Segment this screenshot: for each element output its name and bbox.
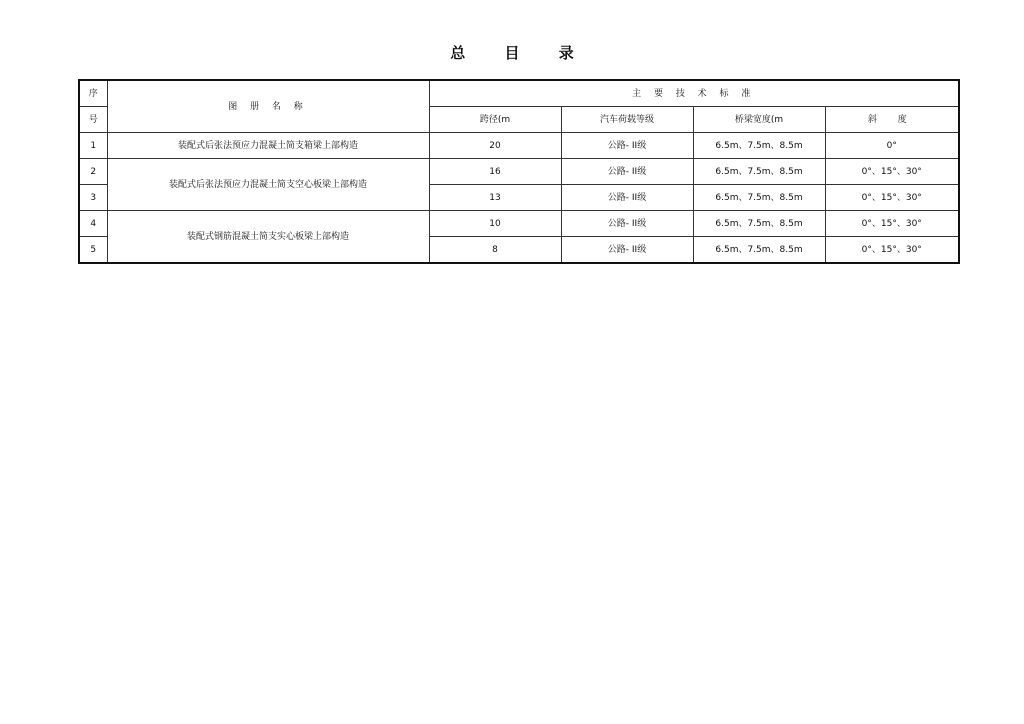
drawing-name: 装配式钢筋混凝土简支实心板梁上部构造 [107,211,429,264]
row-load-grade: 公路- II级 [561,159,693,185]
row-number: 2 [79,159,107,185]
row-span: 8 [429,237,561,264]
row-number: 4 [79,211,107,237]
header-seq-bottom: 号 [79,107,107,133]
header-row-1 [79,80,959,107]
drawing-name: 装配式后张法预应力混凝土简支箱梁上部构造 [107,133,429,159]
row-skew: 0° [825,133,959,159]
row-skew: 0°、15°、30° [825,159,959,185]
table-row [79,211,959,237]
header-span: 跨径(m [429,107,561,133]
header-seq-top: 序 [79,80,107,107]
table-row [79,159,959,185]
row-bridge-width: 6.5m、7.5m、8.5m [693,211,825,237]
row-span: 10 [429,211,561,237]
row-bridge-width: 6.5m、7.5m、8.5m [693,133,825,159]
row-number: 1 [79,133,107,159]
row-number: 5 [79,237,107,264]
table-row [79,133,959,159]
row-skew: 0°、15°、30° [825,185,959,211]
header-load-grade: 汽车荷载等级 [561,107,693,133]
row-load-grade: 公路- II级 [561,237,693,264]
row-span: 13 [429,185,561,211]
row-skew: 0°、15°、30° [825,211,959,237]
page-title: 总 目 录 [450,44,591,62]
row-bridge-width: 6.5m、7.5m、8.5m [693,185,825,211]
row-skew: 0°、15°、30° [825,237,959,264]
header-skew: 斜 度 [825,107,959,133]
header-bridge-width: 桥梁宽度(m [693,107,825,133]
header-main-standard: 主 要 技 术 标 准 [429,80,959,107]
row-load-grade: 公路- II级 [561,185,693,211]
drawing-name: 装配式后张法预应力混凝土简支空心板梁上部构造 [107,159,429,211]
row-load-grade: 公路- II级 [561,211,693,237]
row-span: 20 [429,133,561,159]
row-load-grade: 公路- II级 [561,133,693,159]
index-table [78,79,960,264]
header-name: 图 册 名 称 [107,80,429,133]
row-span: 16 [429,159,561,185]
row-bridge-width: 6.5m、7.5m、8.5m [693,159,825,185]
row-bridge-width: 6.5m、7.5m、8.5m [693,237,825,264]
row-number: 3 [79,185,107,211]
